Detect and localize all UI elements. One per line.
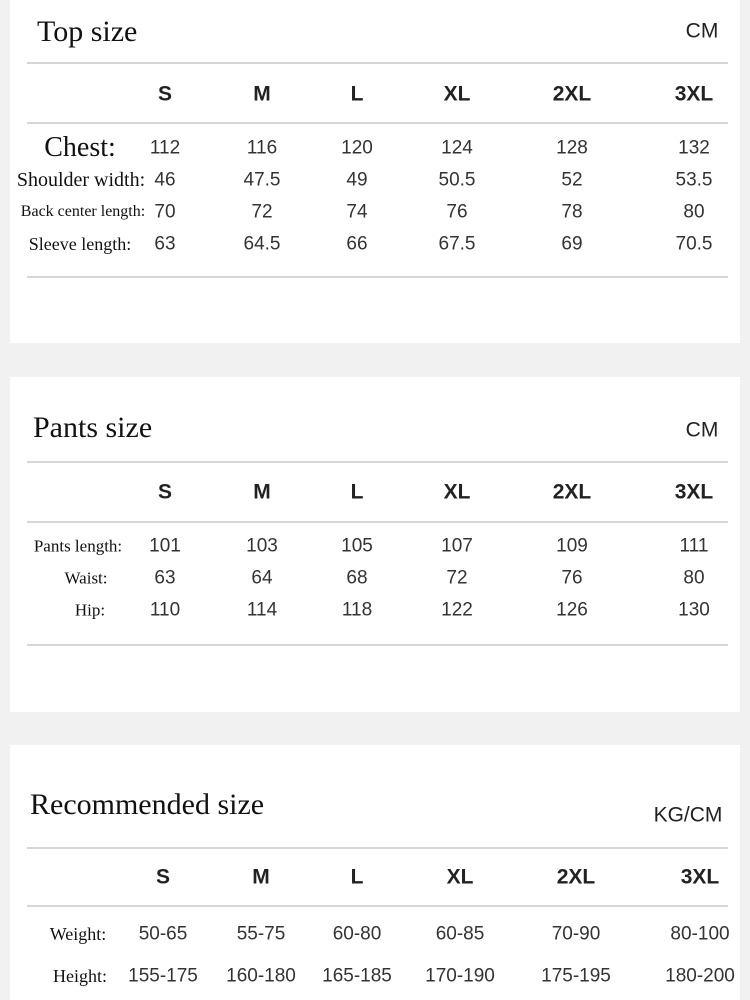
table-cell: 47.5 <box>243 169 281 191</box>
table-cell: 80 <box>683 201 705 223</box>
table-cell: 78 <box>561 201 583 223</box>
row-label: Pants length: <box>33 536 123 556</box>
table-cell: 46 <box>154 169 176 191</box>
row-label: Height: <box>53 966 107 986</box>
size-header-2xl: 2XL <box>556 865 596 889</box>
divider <box>27 122 728 124</box>
size-header-3xl: 3XL <box>674 82 714 106</box>
table-cell: 80 <box>683 567 705 589</box>
size-header-m: M <box>252 865 270 889</box>
section-title: Top size <box>37 15 138 48</box>
table-cell: 68 <box>346 567 368 589</box>
table-cell: 53.5 <box>675 169 713 191</box>
table-cell: 72 <box>446 567 468 589</box>
size-header-l: L <box>350 82 364 106</box>
table-cell: 101 <box>149 535 181 557</box>
table-cell: 60-85 <box>435 923 485 945</box>
table-cell: 70 <box>154 201 176 223</box>
section-title: Recommended size <box>30 788 265 821</box>
table-cell: 70.5 <box>675 233 713 255</box>
table-cell: 72 <box>251 201 273 223</box>
table-cell: 63 <box>154 233 176 255</box>
size-header-l: L <box>350 865 364 889</box>
table-cell: 63 <box>154 567 176 589</box>
divider <box>27 521 728 523</box>
divider <box>27 644 728 646</box>
size-header-m: M <box>253 480 271 504</box>
unit-label: CM <box>685 418 719 442</box>
size-header-3xl: 3XL <box>680 865 720 889</box>
table-cell: 67.5 <box>438 233 476 255</box>
table-cell: 64 <box>251 567 273 589</box>
table-cell: 155-175 <box>128 965 198 987</box>
table-cell: 66 <box>346 233 368 255</box>
row-label: Hip: <box>74 600 106 620</box>
table-cell: 103 <box>246 535 278 557</box>
table-cell: 160-180 <box>226 965 296 987</box>
divider <box>27 276 728 278</box>
size-header-xl: XL <box>443 480 471 504</box>
table-cell: 50-65 <box>138 923 188 945</box>
table-cell: 126 <box>556 599 588 621</box>
table-cell: 112 <box>149 137 181 159</box>
table-cell: 130 <box>678 599 710 621</box>
table-cell: 74 <box>346 201 368 223</box>
row-label: Sleeve length: <box>28 234 132 254</box>
table-cell: 69 <box>561 233 583 255</box>
size-header-m: M <box>253 82 271 106</box>
row-label: Back center length: <box>20 203 146 220</box>
recommended-size-panel <box>10 745 740 1000</box>
table-cell: 118 <box>341 599 373 621</box>
row-label: Shoulder width: <box>16 169 146 191</box>
size-header-l: L <box>350 480 364 504</box>
size-header-xl: XL <box>443 82 471 106</box>
size-header-2xl: 2XL <box>552 480 592 504</box>
table-cell: 124 <box>441 137 473 159</box>
table-cell: 128 <box>556 137 588 159</box>
row-label: Waist: <box>64 568 108 588</box>
table-cell: 122 <box>441 599 473 621</box>
table-cell: 50.5 <box>438 169 476 191</box>
table-cell: 132 <box>678 137 710 159</box>
table-cell: 49 <box>346 169 368 191</box>
table-cell: 180-200 <box>665 965 735 987</box>
table-cell: 55-75 <box>236 923 286 945</box>
table-cell: 107 <box>441 535 473 557</box>
table-cell: 80-100 <box>670 923 730 945</box>
unit-label: CM <box>685 19 719 43</box>
divider <box>27 62 728 64</box>
table-cell: 64.5 <box>243 233 281 255</box>
size-header-s: S <box>157 480 173 504</box>
unit-label: KG/CM <box>653 803 723 827</box>
size-header-s: S <box>155 865 171 889</box>
table-cell: 114 <box>246 599 278 621</box>
table-cell: 105 <box>341 535 373 557</box>
table-cell: 120 <box>341 137 373 159</box>
table-cell: 76 <box>561 567 583 589</box>
size-header-xl: XL <box>446 865 474 889</box>
row-label: Weight: <box>49 924 107 944</box>
table-cell: 60-80 <box>332 923 382 945</box>
row-label: Chest: <box>44 132 116 163</box>
table-cell: 52 <box>561 169 583 191</box>
divider <box>27 461 728 463</box>
divider <box>27 905 728 907</box>
table-cell: 175-195 <box>541 965 611 987</box>
table-cell: 170-190 <box>425 965 495 987</box>
size-header-2xl: 2XL <box>552 82 592 106</box>
divider <box>27 847 728 849</box>
table-cell: 165-185 <box>322 965 392 987</box>
table-cell: 111 <box>679 535 709 557</box>
table-cell: 70-90 <box>551 923 601 945</box>
table-cell: 116 <box>246 137 278 159</box>
table-cell: 109 <box>556 535 588 557</box>
size-header-s: S <box>157 82 173 106</box>
section-title: Pants size <box>33 411 153 444</box>
table-cell: 76 <box>446 201 468 223</box>
table-cell: 110 <box>149 599 181 621</box>
size-header-3xl: 3XL <box>674 480 714 504</box>
